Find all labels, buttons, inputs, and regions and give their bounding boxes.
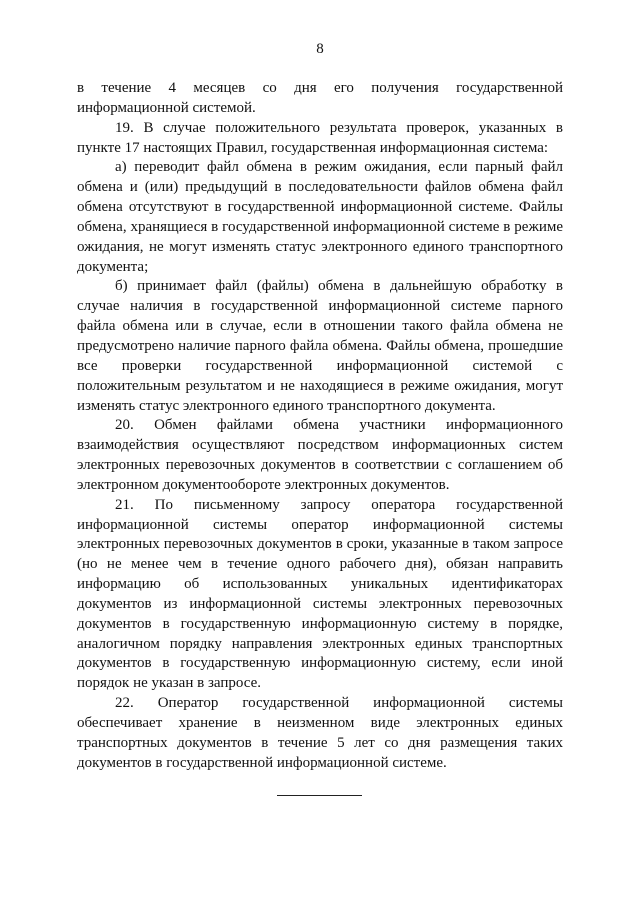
paragraph-subitem-a: а) переводит файл обмена в режим ожидания, если парный файл обмена и (или) предыдущий в последовательности файлов обмена файл обмена отсутствуют в государственной информационной системе. Файлы обмена, хранящиеся в государственной информационной системе в режиме ожидания, не могут изменять статус электронного единого транспортного документа; bbox=[77, 159, 563, 275]
paragraph-item-21: 21. По письменному запросу оператора государственной информационной системы оператор информационной системы электронных перевозочных документов в сроки, указанные в таком запросе (но не менее чем в течение одного рабочего дня), обязан направить информацию об использованных уникальных идентификаторах документов из информационной системы электронных перевозочных документов в государственную информационную систему в порядке, аналогичном порядку направления электронных единых транспортных документов в государственную информационную систему, если иной порядок не указан в запросе. bbox=[77, 496, 563, 692]
paragraph-continuation: в течение 4 месяцев со дня его получения государственной информационной системой. bbox=[77, 80, 563, 116]
end-divider-line bbox=[277, 795, 362, 796]
paragraph-subitem-b: б) принимает файл (файлы) обмена в дальнейшую обработку в случае наличия в государственной информационной системе парного файла обмена или в случае, если в отношении такого файла обмена не предусмотрено наличие парного файла обмена. Файлы обмена, прошедшие все проверки государственной информационной системой с положительным результатом и не находящиеся в режиме ожидания, могут изменять статус электронного единого транспортного документа. bbox=[77, 278, 563, 414]
paragraph-item-20: 20. Обмен файлами обмена участники информационного взаимодействия осуществляют посредством информационных систем электронных перевозочных документов в соответствии с соглашением об электронном документообороте электронных документов. bbox=[77, 417, 563, 493]
page-number: 8 bbox=[316, 41, 324, 57]
document-body bbox=[77, 79, 563, 774]
paragraph-item-22: 22. Оператор государственной информационной системы обеспечивает хранение в неизменном виде электронных единых транспортных документов в течение 5 лет со дня размещения таких документов в государственной информационной системе. bbox=[77, 695, 563, 771]
paragraph-item-19: 19. В случае положительного результата проверок, указанных в пункте 17 настоящих Правил, государственная информационная система: bbox=[77, 119, 563, 156]
